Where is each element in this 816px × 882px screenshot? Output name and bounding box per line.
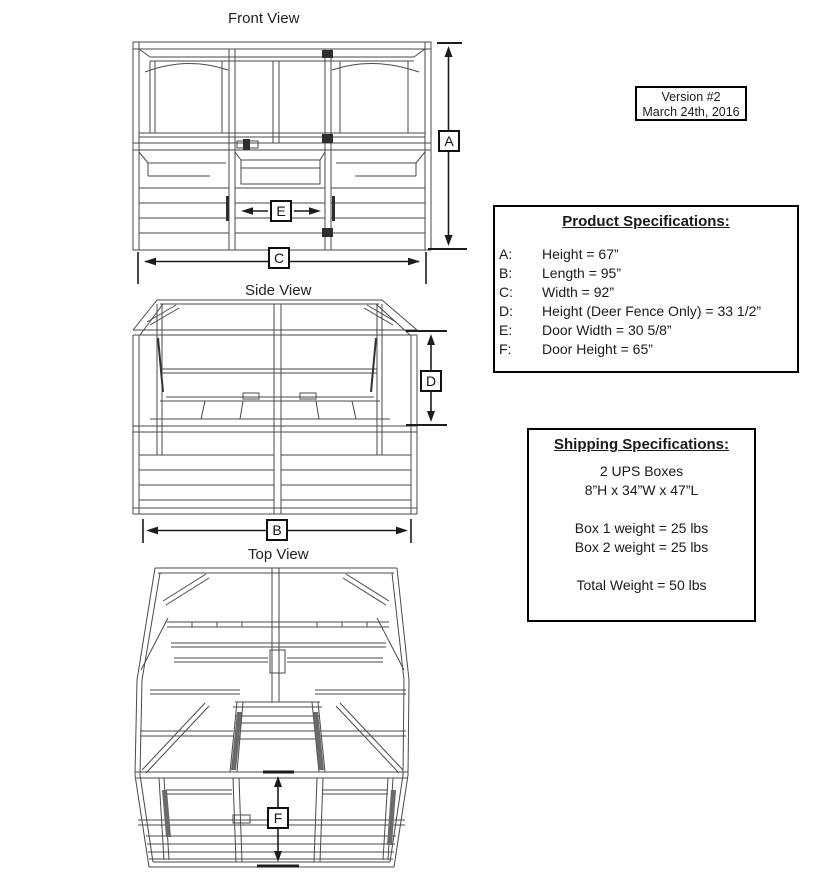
side-view-title: Side View	[245, 282, 312, 299]
shipping-specifications-box	[527, 428, 756, 622]
dim-letter-a: A	[444, 133, 454, 149]
spec-value: Height (Deer Fence Only) = 33 1/2”	[542, 303, 762, 319]
dim-label-f	[267, 807, 289, 829]
dim-letter-d: D	[425, 373, 437, 389]
shipping-box2-weight: Box 2 weight = 25 lbs	[574, 539, 709, 555]
front-view-drawing	[128, 36, 470, 290]
shipping-box1-weight: Box 1 weight = 25 lbs	[574, 520, 709, 536]
dim-label-e	[270, 200, 292, 222]
product-specifications-box	[493, 205, 799, 373]
spec-key: B:	[499, 265, 513, 281]
spec-key: F:	[499, 341, 512, 357]
spec-value: Door Height = 65”	[542, 341, 653, 357]
spec-key: E:	[499, 322, 513, 338]
spec-value: Length = 95”	[542, 265, 622, 281]
dim-letter-c: C	[273, 250, 285, 266]
spec-value: Width = 92”	[542, 284, 614, 300]
spec-value: Height = 67”	[542, 246, 619, 262]
side-structure	[133, 300, 417, 514]
top-view-drawing	[130, 562, 470, 876]
version-box	[635, 86, 747, 121]
version-date: March 24th, 2016	[642, 105, 740, 119]
dim-label-b	[266, 519, 288, 541]
dim-label-c	[268, 247, 290, 269]
spec-key: D:	[499, 303, 513, 319]
dim-letter-b: B	[272, 522, 282, 538]
spec-key: C:	[499, 284, 513, 300]
dim-label-a	[438, 130, 460, 152]
front-view-title: Front View	[228, 10, 300, 27]
spec-value: Door Width = 30 5/8”	[542, 322, 672, 338]
shipping-box-dims: 8”H x 34”W x 47”L	[584, 482, 699, 498]
dim-letter-f: F	[273, 810, 283, 826]
shipping-specifications-title: Shipping Specifications:	[553, 436, 729, 453]
top-view-title: Top View	[248, 546, 309, 563]
spec-key: A:	[499, 246, 513, 262]
dim-label-d	[420, 370, 442, 392]
version-number: Version #2	[661, 90, 721, 104]
shipping-box-count: 2 UPS Boxes	[599, 463, 684, 479]
side-view-drawing	[128, 292, 470, 548]
dim-letter-e: E	[276, 203, 286, 219]
product-specifications-title: Product Specifications:	[562, 213, 730, 230]
shipping-total-weight: Total Weight = 50 lbs	[576, 577, 707, 593]
